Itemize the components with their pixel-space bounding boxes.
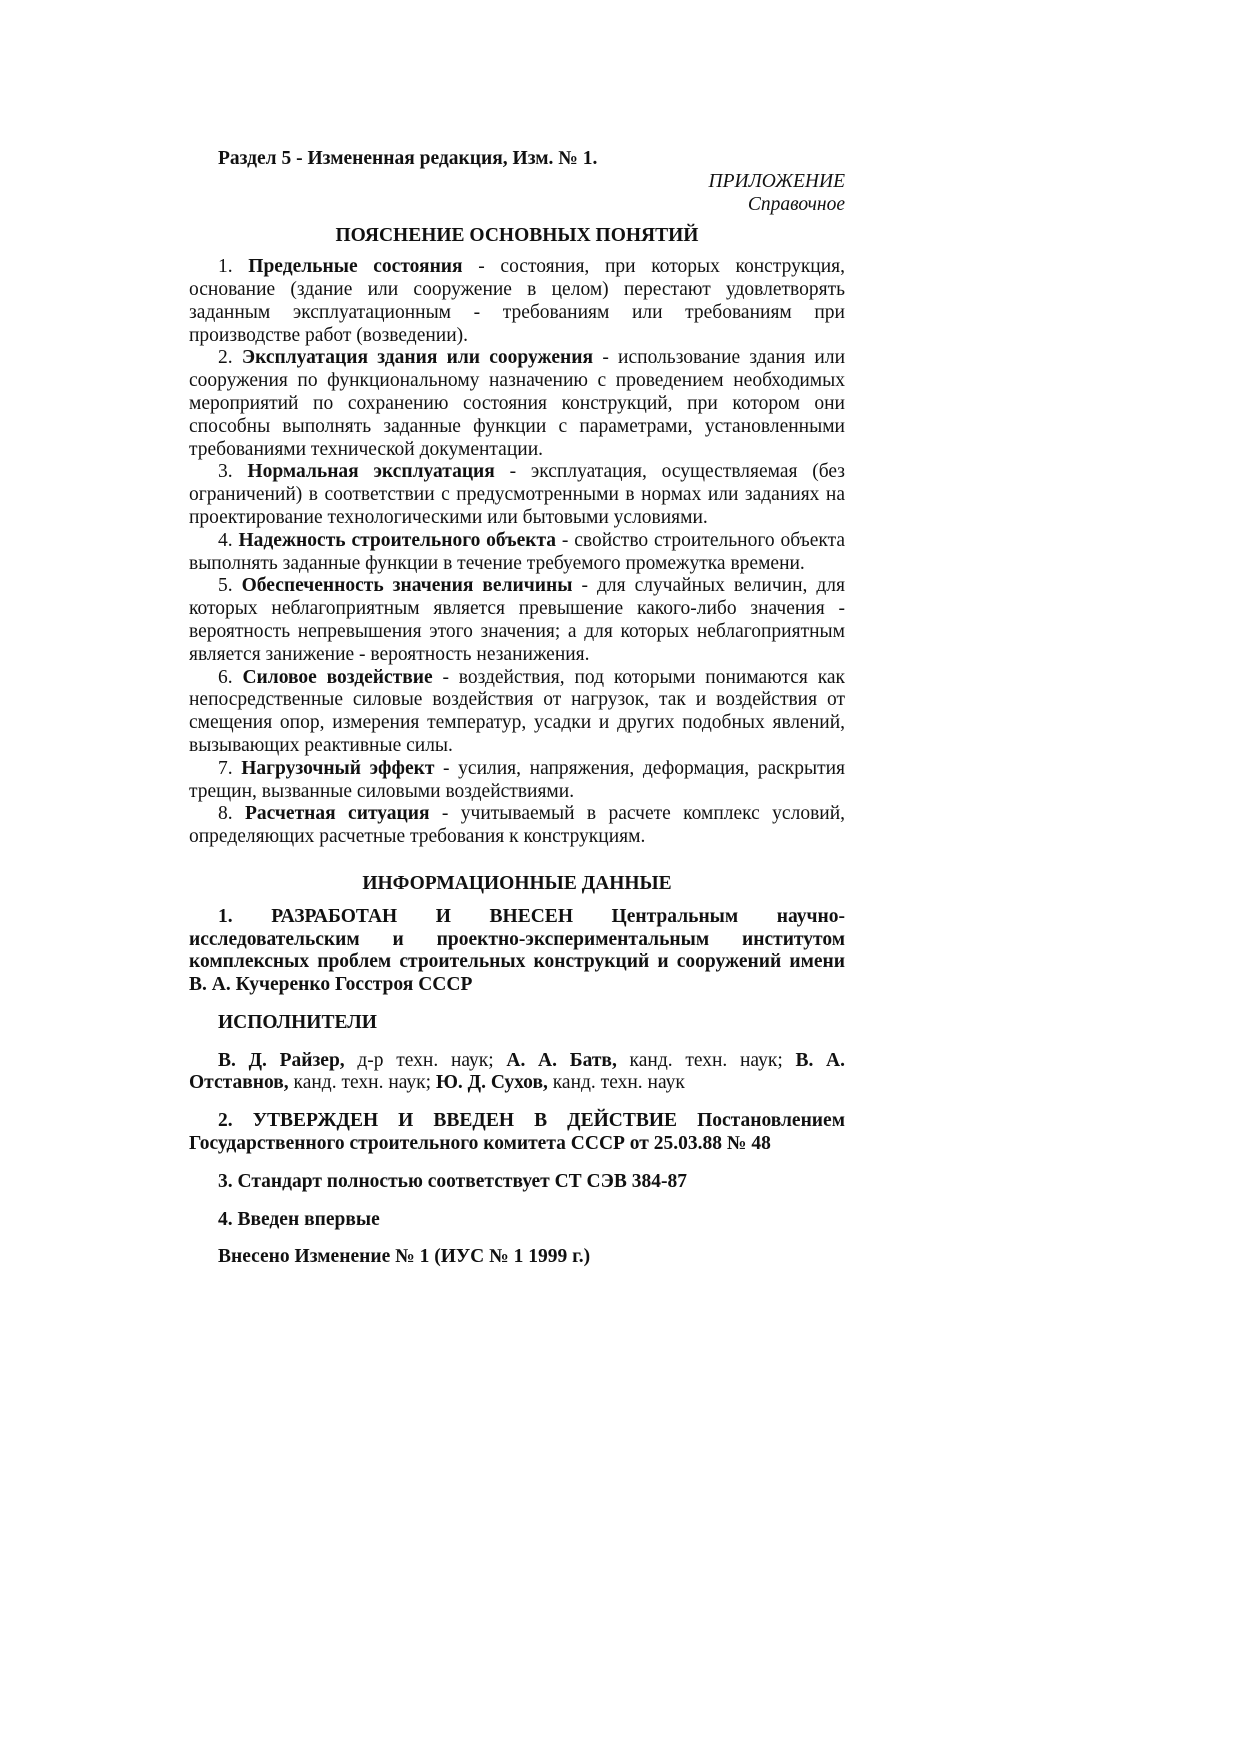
approved-statement: 2. УТВЕРЖДЕН И ВВЕДЕН В ДЕЙСТВИЕ Постановлением Государственного строительного комитета СССР от 25.03.88 № 48 (189, 1110, 845, 1155)
section-title-definitions: ПОЯСНЕНИЕ ОСНОВНЫХ ПОНЯТИЙ (335, 225, 699, 247)
item-number: 5. (218, 575, 233, 597)
definition: - состояния, при которых конструкция, основание (здание или сооружение в целом) перестают удовлетворять заданным эксплуатационным - требованиям или требованиям при производстве работ (возведении). (189, 256, 846, 346)
item-number: 3. (218, 461, 233, 483)
definition-item (189, 461, 845, 529)
appendix-type: Справочное (747, 193, 845, 215)
definitions-list (189, 256, 845, 849)
executor-degree: д-р техн. наук; (357, 1049, 494, 1071)
executors-title: ИСПОЛНИТЕЛИ (218, 1011, 377, 1033)
definition: - эксплуатация, осуществляемая (без ограничений) в соответствии с предусмотренными в нормах или заданиях на проектирование технологическими или бытовыми условиями. (189, 461, 845, 528)
term: Силовое воздействие (242, 666, 433, 688)
definition: - свойство строительного объекта выполнять заданные функции в течение требуемого промежутка времени. (189, 529, 846, 574)
executor-name: В. А. Отставнов, (189, 1049, 845, 1094)
term: Нагрузочный эффект (241, 757, 435, 779)
definition-item (189, 575, 845, 666)
executor-degree: канд. техн. наук; (629, 1049, 783, 1071)
section-title-info: ИНФОРМАЦИОННЫЕ ДАННЫЕ (362, 872, 672, 894)
amendment-header-note: Раздел 5 - Измененная редакция, Изм. № 1. (218, 148, 598, 169)
item-number: 7. (218, 757, 233, 779)
executor-name: А. А. Батв, (506, 1049, 617, 1071)
developed-by: 1. РАЗРАБОТАН И ВНЕСЕН Центральным научно-исследовательским и проектно-экспериментальным институтом комплексных проблем строительных конструкций и сооружений имени В. А. Кучеренко Госстроя СССР (189, 905, 845, 996)
definition-item (189, 347, 845, 461)
term: Расчетная ситуация (245, 803, 430, 825)
term: Надежность строительного объекта (238, 529, 557, 551)
definition: - воздействия, под которыми понимаются как непосредственные силовые воздействия от нагрузок, так и воздействия от смещения опор, измерения температур, усадки и других подобных явлений, вызывающих реактивные силы. (189, 666, 845, 756)
term: Обеспеченность значения величины (241, 575, 573, 597)
definition: - учитываемый в расчете комплекс условий, определяющих расчетные требования к конструкциям. (189, 803, 846, 848)
executors-list (189, 1050, 845, 1096)
definition-item (189, 758, 845, 804)
item-number: 1. (218, 256, 233, 278)
term: Нормальная эксплуатация (247, 461, 495, 483)
term: Предельные состояния (248, 256, 463, 278)
executor-degree: канд. техн. наук; (293, 1072, 432, 1094)
executor-name: В. Д. Райзер, (218, 1049, 345, 1071)
document-page (189, 148, 845, 1269)
info-section (189, 906, 845, 1270)
introduced-statement: 4. Введен впервые (218, 1208, 380, 1230)
definition: - использование здания или сооружения по функциональному назначению с проведением необходимых мероприятий по сохранению состояния конструкций, при котором они способны выполнять заданные функции с параметрами, установленными требованиями технической документации. (189, 347, 846, 460)
definition: - усилия, напряжения, деформация, раскрытия трещин, вызванные силовыми воздействиями. (189, 757, 846, 802)
definition-item (189, 530, 845, 576)
amendment-statement: Внесено Изменение № 1 (ИУС № 1 1999 г.) (218, 1246, 591, 1268)
executor-name: Ю. Д. Сухов, (435, 1072, 548, 1094)
item-number: 2. (218, 347, 233, 369)
definition: - для случайных величин, для которых неблагоприятным является превышение какого-либо значения - вероятность непревышения этого значения; а для которых неблагоприятным является занижение - вероятность незанижения. (189, 575, 846, 665)
term: Эксплуатация здания или сооружения (241, 347, 594, 369)
definition-item (189, 667, 845, 758)
item-number: 4. (218, 529, 233, 551)
definition-item (189, 803, 845, 849)
definition-item (189, 256, 845, 347)
item-number: 6. (218, 666, 233, 688)
conformity-statement: 3. Стандарт полностью соответствует СТ СЭВ 384-87 (218, 1170, 687, 1192)
executor-degree: канд. техн. наук (552, 1072, 685, 1094)
appendix-label: ПРИЛОЖЕНИЕ (708, 170, 845, 192)
item-number: 8. (218, 803, 233, 825)
